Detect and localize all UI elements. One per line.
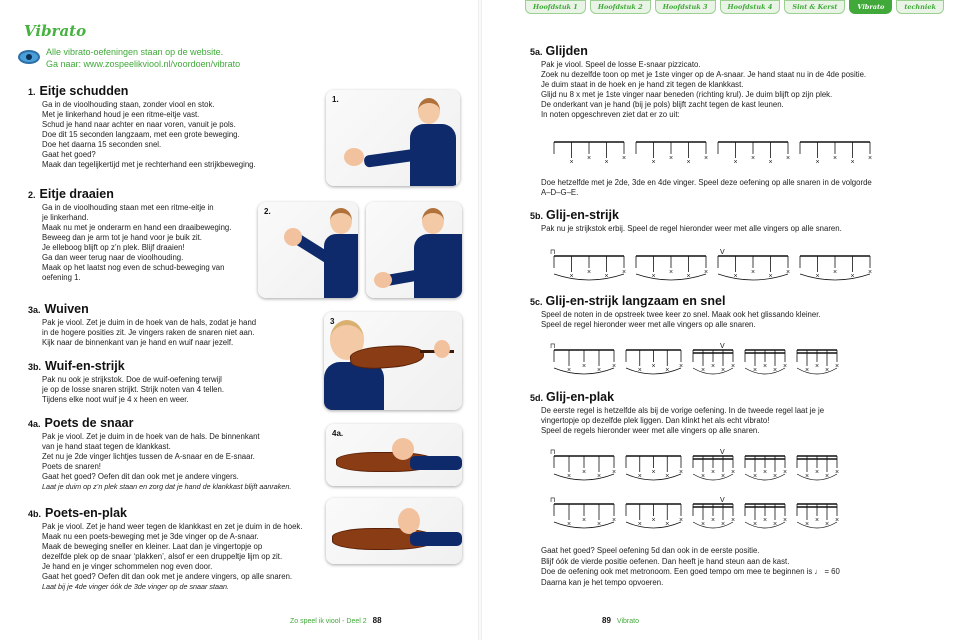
note-head: × [597, 521, 602, 528]
chapter-tabs [525, 0, 944, 14]
exercise-3a-heading: 3a. Wuiven [28, 302, 89, 316]
exercise-2: 2. Eitje draaien Ga in de vioolhouding staan met een ritme-eitje in je linkerhand. Maak nu met je onderarm en hand een draaibeweging. Beweeg dan je arm tot je hand voor je buik zit. Je elleboog blijft op z’n plek. Blijf draaien! Ga dan weer terug naar de vioolhouding. Maak op het laatst nog even de schud-beweging van oefening 1. [28, 187, 258, 283]
note-head: × [665, 473, 670, 480]
notation-5d-2 [548, 494, 878, 534]
note-head: × [651, 273, 656, 280]
note-head: × [731, 517, 736, 524]
note-head: × [637, 521, 642, 528]
tab-techniek[interactable]: techniek [896, 0, 944, 14]
note-head: × [805, 521, 810, 528]
note-head: × [686, 273, 691, 280]
note-head: × [587, 155, 592, 162]
note-head: × [768, 159, 773, 166]
bow-mark: ⊓ [550, 449, 556, 456]
closing-text: Gaat het goed? Speel oefening 5d dan ook in de eerste positie. Blijf óók de vierde positie oefenen. Dan heeft je hand steun aan de kast. Doe de oefening ook met metronoom. Een goed tempo om mee te beginnen is ♩ = 60 Daarna kan je het tempo opvoeren. [541, 546, 840, 587]
note-head: × [651, 517, 656, 524]
note-head: × [835, 469, 840, 476]
note-head: × [701, 473, 706, 480]
note-head: × [815, 273, 820, 280]
notation-5b [548, 248, 878, 282]
note-head: × [768, 273, 773, 280]
note-head: × [651, 363, 656, 370]
note-head: × [731, 469, 736, 476]
exercise-3b: 3b. Wuif-en-strijk Pak nu ook je strijkstok. Doe de wuif-oefening terwijl je op de losse snaren strijkt. Strijk noten van 4 tellen. Tijdens elke noot wuif je 4 x heen en weer. [28, 359, 308, 405]
note-head: × [582, 517, 587, 524]
note-head: × [604, 159, 609, 166]
exercise-4a: 4a. Poets de snaar Pak je viool. Zet je duim in de hoek van de hals. De binnenkant van je hand staat tegen de klankkast. Zet nu je 2de vinger lichtjes tussen de A-snaar en de E-snaar. Poets de snaren! Gaat het goed? Oefen dit dan ook met je andere vingers. Laat je duim op z’n plek staan en zorg dat je hand de klankkast blijft aanraken. [28, 416, 308, 492]
note-head: × [622, 155, 627, 162]
notation-5a [548, 138, 878, 166]
photo-exercise-3: 3 [324, 312, 462, 410]
note-head: × [569, 159, 574, 166]
note-head: × [669, 155, 674, 162]
tab-sint-kerst[interactable]: Sint & Kerst [784, 0, 845, 14]
note-head: × [825, 367, 830, 374]
note-head: × [665, 521, 670, 528]
photo-exercise-4a: 4a. [326, 424, 462, 486]
note-head: × [567, 367, 572, 374]
note-head: × [783, 469, 788, 476]
bow-mark: ⊓ [550, 497, 556, 504]
tab-vibrato[interactable]: Vibrato [849, 0, 892, 14]
exercise-3a: 3a. Wuiven Pak je viool. Zet je duim in de hoek van de hals, zodat je hand in de hogere posities zit. Je vingers raken de snaren niet aan. Kijk naar de binnenkant van je hand en wuif naar jezelf. [28, 302, 308, 348]
notation-5d-1 [548, 446, 878, 486]
note-head: × [773, 367, 778, 374]
note-head: × [597, 473, 602, 480]
exercise-4a-heading: 4a. Poets de snaar [28, 416, 134, 430]
note-head: × [721, 367, 726, 374]
note-head: × [833, 269, 838, 276]
tab-hoofdstuk-1[interactable]: Hoofdstuk 1 [525, 0, 586, 14]
exercise-5d-heading: 5d. Glij-en-plak [530, 390, 615, 404]
note-head: × [753, 367, 758, 374]
tab-hoofdstuk-2[interactable]: Hoofdstuk 2 [590, 0, 651, 14]
right-page-number: 89 [602, 616, 611, 625]
note-head: × [679, 517, 684, 524]
note-head: × [835, 517, 840, 524]
exercise-5b-heading: 5b. Glij-en-strijk [530, 208, 619, 222]
note-head: × [751, 269, 756, 276]
bow-mark: V [720, 449, 725, 456]
note-head: × [701, 521, 706, 528]
note-head: × [686, 159, 691, 166]
note-head: × [751, 155, 756, 162]
exercise-4b: 4b. Poets-en-plak Pak je viool. Zet je hand weer tegen de klankkast en zet je duim in de hoek. Maak nu een poets-beweging met je 3de vinger op de A-snaar. Maak de beweging sneller en kleiner. Laat dan je vingertopje op dezelfde plek op de snaar ‘plakken’, alsof er een druppeltje lijm op zit. Je hand en je vinger schommelen nog even door. Gaat het goed? Oefen dit dan ook met je andere vingers, op alle snaren. Laat bij je 4de vinger óók de 3de vinger op de snaar staan. [28, 506, 328, 592]
bow-mark: ⊓ [550, 343, 556, 350]
exercise-1: 1. Eitje schudden Ga in de vioolhouding staan, zonder viool en stok. Met je linkerhand houd je een ritme-eitje vast. Schud je hand naar achter en naar voren, vanuit je pols. Doe dit 15 seconden langzaam, met een grote beweging. Doe het daarna 15 seconden snel. Gaat het goed? Maak dan tegelijkertijd met je rechterhand een strijkbeweging. [28, 84, 308, 170]
note-head: × [612, 363, 617, 370]
exercise-2-heading: 2. Eitje draaien [28, 187, 114, 201]
note-head: × [815, 469, 820, 476]
note-head: × [587, 269, 592, 276]
note-head: × [753, 521, 758, 528]
website-link[interactable]: Ga naar: www.zospeelikviool.nl/voordoen/vibrato [46, 59, 241, 69]
note-head: × [582, 363, 587, 370]
note-head: × [815, 159, 820, 166]
exercise-5a-heading: 5a. Glijden [530, 44, 588, 58]
note-head: × [868, 155, 873, 162]
exercise-5d: 5d. Glij-en-plak De eerste regel is hetzelfde als bij de vorige oefening. In de tweede regel laat je je vingertopje op dezelfde plek liggen. Dan klinkt het als echt vibrato! Speel de regels hieronder weer met alle vingers op alle snaren. [530, 390, 940, 436]
left-footer: Zo speel ik viool - Deel 2 88 [290, 616, 382, 625]
note-head: × [711, 517, 716, 524]
note-head: × [733, 273, 738, 280]
exercise-5b: 5b. Glij-en-strijk Pak nu je strijkstok erbij. Speel de regel hieronder weer met alle vingers op alle snaren. [530, 208, 940, 234]
note-head: × [637, 367, 642, 374]
note-head: × [679, 363, 684, 370]
note-head: × [783, 363, 788, 370]
note-head: × [815, 363, 820, 370]
note-head: × [604, 273, 609, 280]
note-head: × [711, 469, 716, 476]
note-head: × [815, 517, 820, 524]
bow-mark: V [720, 249, 725, 256]
note-head: × [711, 363, 716, 370]
exercise-5a-after: Doe hetzelfde met je 2de, 3de en 4de vinger. Speel deze oefening op alle snaren in de volgorde A–D–G–E. [541, 178, 872, 197]
website-note [46, 46, 240, 70]
tab-hoofdstuk-3[interactable]: Hoofdstuk 3 [655, 0, 716, 14]
note-head: × [733, 159, 738, 166]
note-head: × [850, 273, 855, 280]
exercise-5c: 5c. Glij-en-strijk langzaam en snel Speel de noten in de opstreek twee keer zo snel. Maak ook het glissando kleiner. Speel de regel hieronder weer met alle vingers op alle snaren. [530, 294, 940, 330]
notation-5c [548, 340, 878, 380]
exercise-5a: 5a. Glijden Pak je viool. Speel de losse E-snaar pizzicato. Zoek nu dezelfde toon op met je 1ste vinger op de A-snaar. Je hand staat nu in de 4de positie. Je duim staat in de hoek en je hand zit tegen de klankkast. Glijd nu 8 x met je 1ste vinger naar beneden (richting krul). Je duim blijft op zijn plek. De onderkant van je hand (bij je pols) blijft zacht tegen de kast leunen. In noten opgeschreven ziet dat er zo uit: [530, 44, 940, 120]
note-head: × [773, 521, 778, 528]
note-head: × [783, 517, 788, 524]
note-head: × [665, 367, 670, 374]
website-line: Alle vibrato-oefeningen staan op de website. [46, 47, 224, 57]
note-head: × [721, 521, 726, 528]
note-head: × [805, 473, 810, 480]
exercise-5c-heading: 5c. Glij-en-strijk langzaam en snel [530, 294, 726, 308]
note-head: × [612, 469, 617, 476]
note-head: × [651, 469, 656, 476]
book-gutter [478, 0, 482, 640]
note-head: × [835, 363, 840, 370]
exercise-3b-heading: 3b. Wuif-en-strijk [28, 359, 125, 373]
note-head: × [825, 473, 830, 480]
photo-exercise-4b [326, 498, 462, 564]
note-head: × [850, 159, 855, 166]
photo-exercise-1: 1. [326, 90, 460, 186]
bow-mark: V [720, 343, 725, 350]
note-head: × [651, 159, 656, 166]
bow-mark: V [720, 497, 725, 504]
note-head: × [569, 273, 574, 280]
right-footer: 89 Vibrato [602, 616, 639, 625]
note-head: × [825, 521, 830, 528]
chapter-title: Vibrato [24, 22, 87, 40]
note-head: × [701, 367, 706, 374]
note-head: × [597, 367, 602, 374]
exercise-4b-heading: 4b. Poets-en-plak [28, 506, 127, 520]
note-head: × [786, 269, 791, 276]
note-head: × [612, 517, 617, 524]
note-head: × [704, 269, 709, 276]
left-page-number: 88 [372, 616, 382, 625]
note-head: × [679, 469, 684, 476]
note-head: × [669, 269, 674, 276]
note-head: × [721, 473, 726, 480]
note-head: × [805, 367, 810, 374]
note-head: × [833, 155, 838, 162]
photo-exercise-2a: 2. [258, 202, 358, 298]
note-head: × [567, 521, 572, 528]
eye-icon [18, 50, 40, 64]
tab-hoofdstuk-4[interactable]: Hoofdstuk 4 [720, 0, 781, 14]
note-head: × [731, 363, 736, 370]
note-head: × [763, 363, 768, 370]
note-head: × [637, 473, 642, 480]
bow-mark: ⊓ [550, 249, 556, 256]
exercise-1-heading: 1. Eitje schudden [28, 84, 129, 98]
note-head: × [868, 269, 873, 276]
note-head: × [622, 269, 627, 276]
note-head: × [763, 469, 768, 476]
note-head: × [567, 473, 572, 480]
note-head: × [753, 473, 758, 480]
note-head: × [773, 473, 778, 480]
note-head: × [763, 517, 768, 524]
note-head: × [704, 155, 709, 162]
note-head: × [786, 155, 791, 162]
photo-exercise-2b [366, 202, 462, 298]
note-head: × [582, 469, 587, 476]
